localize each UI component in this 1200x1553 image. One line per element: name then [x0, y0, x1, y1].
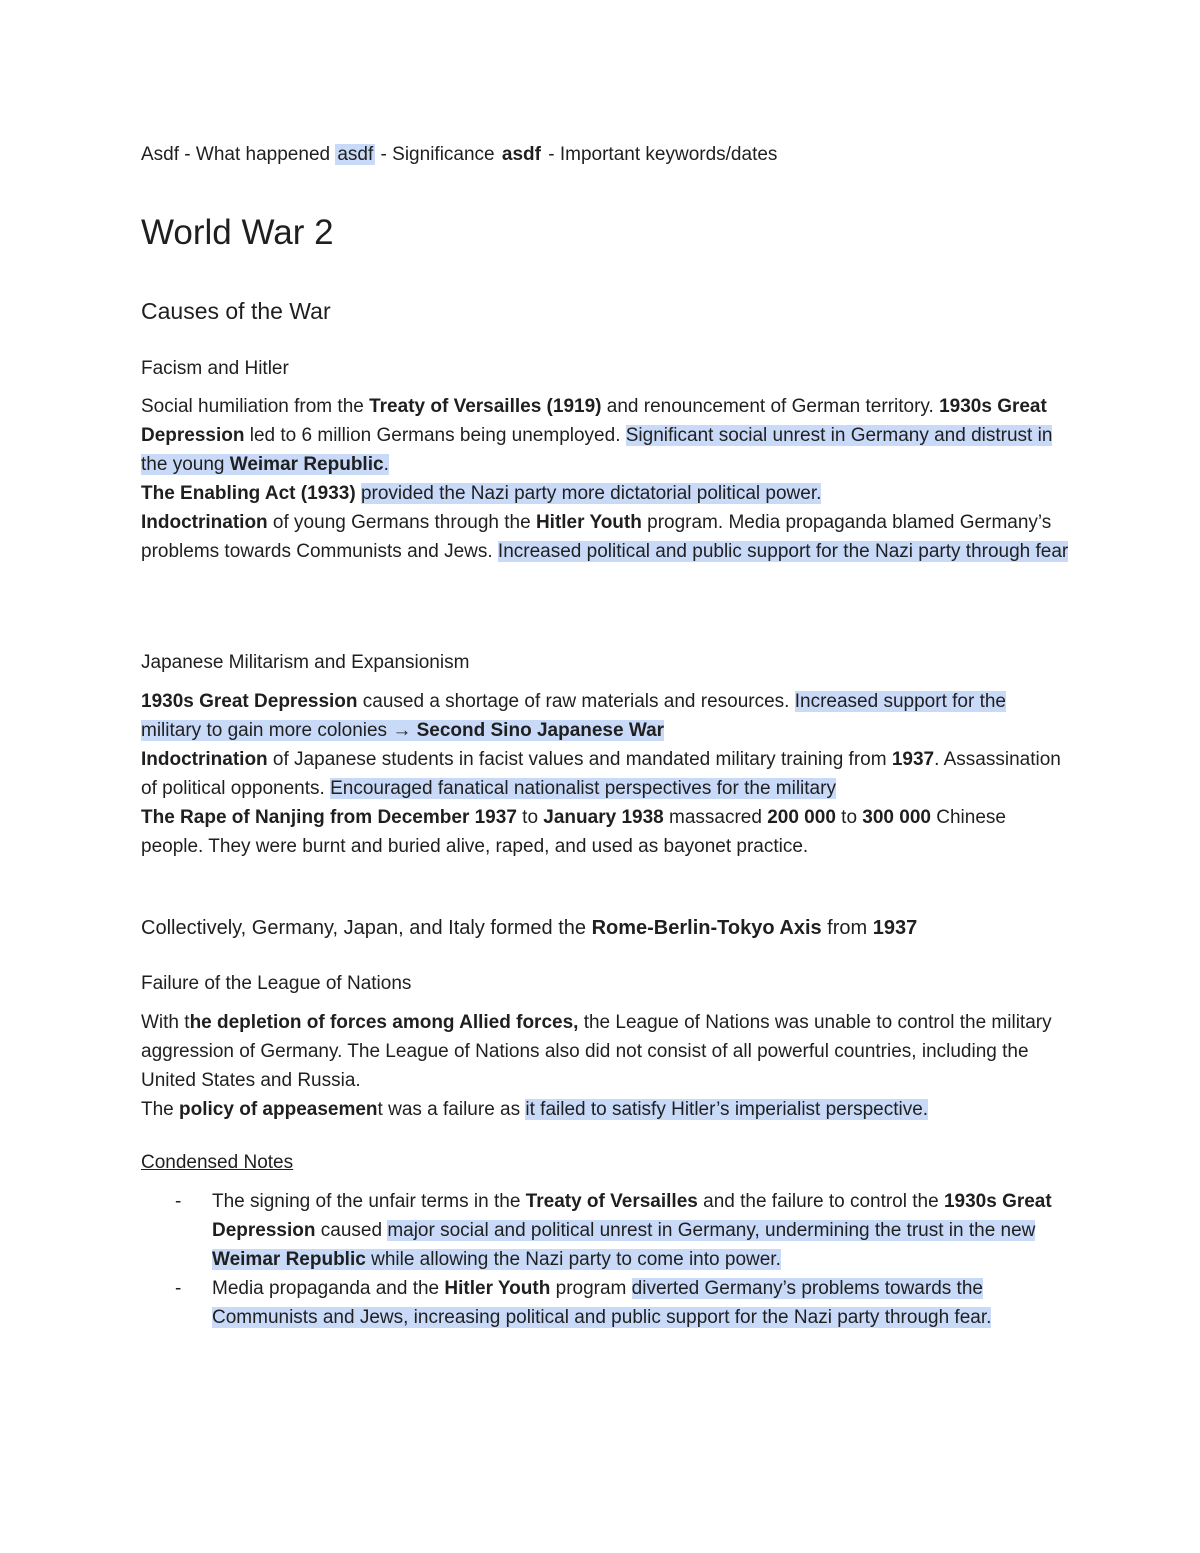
highlight-significance: Significant social unrest in Germany and distrust in the young Weimar Republic.	[141, 425, 1053, 475]
league-paragraph-1: With the depletion of forces among Allied forces, the League of Nations was unable to control the military aggression of Germany. The League of Nations also did not consist of all powerful countries, including the United States and Russia.	[141, 1012, 1052, 1091]
highlight-significance: diverted Germany’s problems towards the Communists and Jews, increasing political and public support for the Nazi party through fear.	[212, 1278, 992, 1328]
highlight-significance: Encouraged fanatical nationalist perspectives for the military	[330, 778, 836, 799]
legend-key-what: Asdf	[141, 144, 180, 165]
japan-section	[141, 687, 1071, 861]
heading-condensed-notes: Condensed Notes	[141, 1152, 294, 1173]
league-paragraph-2: The policy of appeasement was a failure as it failed to satisfy Hitler’s imperialist perspective.	[141, 1099, 929, 1120]
legend-label-keywords: - Important keywords/dates	[542, 144, 778, 165]
legend-line	[141, 142, 1071, 168]
document-title: World War 2	[141, 213, 334, 252]
legend-key-keywords: asdf	[501, 144, 541, 165]
heading-facism: Facism and Hitler	[141, 358, 289, 379]
facism-paragraph-1: Social humiliation from the Treaty of Versailles (1919) and renouncement of German territory. 1930s Great Depression led to 6 million Germans being unemployed. Significant social unrest in Germany and distrust in the young Weimar Republic.	[141, 396, 1053, 475]
highlight-significance: provided the Nazi party more dictatorial political power.	[360, 483, 822, 504]
highlight-significance: it failed to satisfy Hitler’s imperialist perspective.	[525, 1099, 929, 1120]
legend-key-significance: asdf	[337, 144, 374, 165]
highlight-significance: major social and political unrest in Germany, undermining the trust in the new Weimar Republic while allowing the Nazi party to come into power.	[212, 1220, 1036, 1270]
heading-league: Failure of the League of Nations	[141, 973, 412, 994]
list-item: - The signing of the unfair terms in the Treaty of Versailles and the failure to control the 1930s Great Depression caused major social and political unrest in Germany, undermining the trust in the new Weimar Republic while allowing the Nazi party to come into power.	[141, 1187, 1071, 1274]
facism-paragraph-3: Indoctrination of young Germans through the Hitler Youth program. Media propaganda blamed Germany’s problems towards Communists and Jews. Increased political and public support for the Nazi party through fear	[141, 512, 1069, 562]
japan-paragraph-2: Indoctrination of Japanese students in facist values and mandated military training from 1937. Assassination of political opponents. Encouraged fanatical nationalist perspectives for the military	[141, 749, 1061, 799]
heading-japan: Japanese Militarism and Expansionism	[141, 652, 470, 673]
heading-causes: Causes of the War	[141, 298, 331, 324]
axis-paragraph: Collectively, Germany, Japan, and Italy formed the Rome-Berlin-Tokyo Axis from 1937	[141, 917, 918, 939]
japan-paragraph-3: The Rape of Nanjing from December 1937 to January 1938 massacred 200 000 to 300 000 Chinese people. They were burnt and buried alive, raped, and used as bayonet practice.	[141, 807, 1006, 857]
bullet-dash: -	[175, 1278, 182, 1299]
bullet-dash: -	[175, 1191, 182, 1212]
facism-section	[141, 392, 1071, 566]
league-section	[141, 1008, 1071, 1124]
legend-label-significance: - Significance	[375, 144, 500, 165]
highlight-significance: Increased political and public support for the Nazi party through fear	[497, 541, 1069, 562]
highlight-significance: Increased support for the military to gain more colonies → Second Sino Japanese War	[141, 691, 1006, 741]
condensed-list	[141, 1187, 1071, 1332]
japan-paragraph-1: 1930s Great Depression caused a shortage of raw materials and resources. Increased support for the military to gain more colonies → Second Sino Japanese War	[141, 691, 1006, 741]
list-item: - Media propaganda and the Hitler Youth program diverted Germany’s problems towards the Communists and Jews, increasing political and public support for the Nazi party through fear.	[141, 1274, 1071, 1332]
legend-label-what: - What happened	[179, 144, 336, 165]
facism-paragraph-2: The Enabling Act (1933) provided the Nazi party more dictatorial political power.	[141, 483, 822, 504]
